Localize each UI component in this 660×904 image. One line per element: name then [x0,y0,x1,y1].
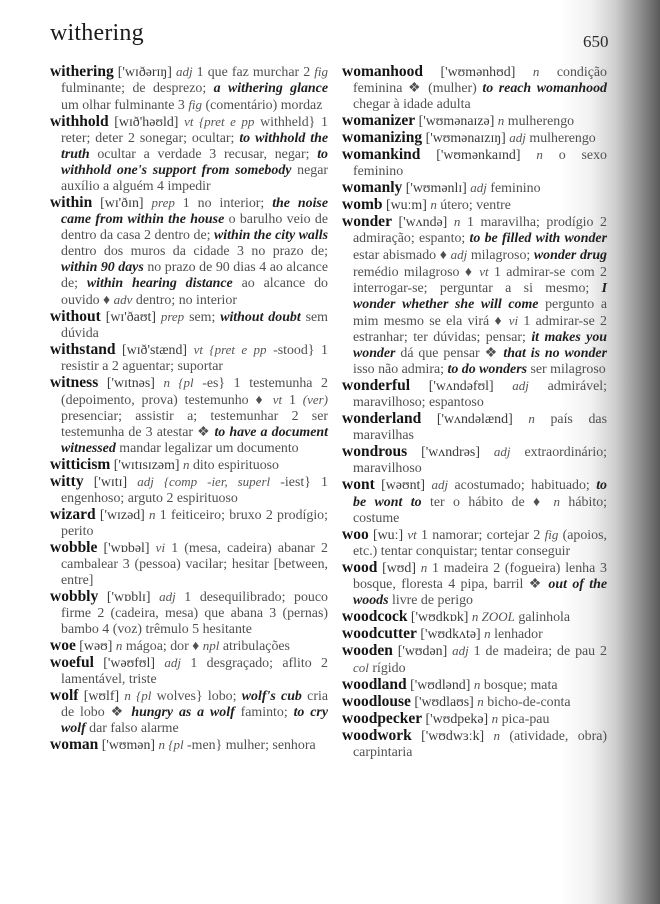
headword: within [50,194,93,211]
headword: wonderful [342,377,411,394]
translation: um olhar fulminante 3 [61,98,189,113]
translation: negar auxílio a alguém 4 impedir [61,163,328,194]
grammar-label: vi [508,313,519,328]
example-phrase: I wonder whether she will come [353,281,607,312]
translation: útero; ventre [436,198,511,213]
headword: wondrous [342,443,408,460]
headword: witness [50,374,99,391]
dictionary-entry [50,309,328,342]
headword: woeful [50,654,94,671]
pronunciation: ['wʌndrəs] [407,445,494,460]
grammar-label: n ZOOL [471,609,515,624]
translation: -stood} 1 resistir a 2 aguentar; suportar [61,343,329,374]
dictionary-entry [342,711,607,728]
translation: dentro dos muros da cidade 3 no prazo de; [61,244,328,259]
headword: womanly [342,179,403,196]
headword: wood [342,559,378,576]
translation: no prazo de 90 dias 4 ao alcance de; [61,260,328,291]
translation: fulminante; de desprezo; [61,81,214,96]
grammar-label: adj [470,180,487,195]
translation: dentro; no interior [132,293,237,308]
grammar-label: npl [202,638,220,653]
grammar-label: adj [159,589,176,604]
grammar-label: n [497,113,505,128]
translation: dar falso alarme [85,721,179,736]
translation: dito espirituoso [189,458,280,473]
headword: wobble [50,539,98,556]
dictionary-entry [342,643,607,677]
pronunciation: [wəʊnt] [374,478,432,493]
translation: admirável; maravilhoso; espantoso [353,379,607,410]
grammar-label: n [493,728,500,743]
translation: sem; [184,310,221,325]
grammar-label: vt {pret e pp [193,342,267,357]
pronunciation: ['wʊmənlɪ] [402,181,471,196]
dictionary-entry [342,113,607,130]
grammar-label: adj [493,444,511,459]
translation: pica-pau [498,712,550,727]
grammar-label: n [532,64,540,79]
page-number: 650 [583,32,609,51]
dictionary-entry [50,474,328,507]
translation: lenhador [490,627,543,642]
headword: wolf [50,687,79,704]
pronunciation: ['wɪðərɪŋ] [113,65,176,80]
grammar-label: n [553,494,560,509]
headword: woe [50,637,76,654]
grammar-label: n [149,507,156,522]
grammar-label: adj [164,655,181,670]
translation: 1 feiticeiro; bruxo 2 prodígio; perito [61,508,328,539]
grammar-label: n {pl [158,737,184,752]
pronunciation: [wuː] [368,528,408,543]
translation: sem dúvida [61,310,328,341]
example-phrase: within the city walls [214,228,328,243]
translation: rígido [368,661,406,676]
translation: ocultar a verdade 3 recusar, negar; [89,147,318,162]
dictionary-entry [50,638,328,655]
translation: -es} 1 testemunha 2 (depoimento, prova) testemunho ♦ [61,376,329,408]
pronunciation: ['wʌndə] [391,215,454,230]
dictionary-entry [342,64,607,113]
dictionary-entry [50,540,328,589]
dictionary-entry [50,589,328,638]
headword: wobbly [50,588,99,605]
translation: (apoios, etc.) tentar conquistar; tentar conseguir [353,528,607,559]
headword: womb [342,196,383,213]
pronunciation: ['wʊmənhʊd] [422,65,533,80]
pronunciation: [wɪð'stænd] [115,343,194,358]
dictionary-entry [342,728,607,761]
pronunciation: ['wʊdkɒk] [407,610,472,625]
dictionary-entry [50,375,328,457]
grammar-label: vt [479,264,489,279]
pronunciation: ['wʊdlənd] [406,678,474,693]
example-phrase: to be filled with wonder [469,231,607,246]
translation: 1 [282,393,303,408]
grammar-label: n {pl [124,688,152,703]
pronunciation: ['wʊdwɜːk] [411,729,494,744]
example-phrase: that is no wonder [503,346,607,361]
dictionary-entry [342,180,607,197]
translation: pergunto a mim mesmo se ela virá ♦ [353,297,607,329]
pronunciation: [wɪð'həʊld] [108,115,185,130]
pronunciation: [wuːm] [382,198,431,213]
grammar-label: n {pl [163,375,194,390]
example-phrase: within 90 days [61,260,144,275]
translation: 1 madeira 2 (fogueira) lenha 3 bosque, floresta 4 pipa, barril ❖ [353,561,607,592]
translation: ser milagroso [527,362,606,377]
grammar-label: fig [188,97,203,112]
example-phrase: to be wont to [353,478,607,510]
pronunciation: ['wɪtɪsɪzəm] [110,458,183,473]
example-phrase: a withering glance [213,81,328,96]
pronunciation: ['wʊdlaʊs] [410,695,478,710]
dictionary-entry [50,737,328,754]
grammar-label: vt [407,527,417,542]
translation: 1 que faz murchar 2 [192,65,315,80]
translation: estar abismado ♦ [353,248,451,263]
pronunciation: [wʊlf] [78,689,125,704]
dictionary-entry [342,444,607,477]
dictionary-entry [342,130,607,147]
guide-word: withering [50,20,144,46]
grammar-label: adj {comp -ier, superl [137,474,271,489]
headword: womanizer [342,112,416,129]
pronunciation: ['wʌndəfʊl] [410,379,513,394]
headword: withhold [50,113,109,130]
translation: dá que pensar ❖ [395,346,504,361]
translation: feminino [486,181,541,196]
translation: 1 namorar; cortejar 2 [416,528,545,543]
headword: wonderland [342,410,422,427]
headword: womanizing [342,129,423,146]
translation: (comentário) mordaz [202,98,323,113]
pronunciation: ['wɪtnəs] [98,376,164,391]
grammar-label: prep [151,195,175,210]
headword: wonder [342,213,392,230]
translation: condição feminina ❖ (mulher) [353,65,607,96]
headword: woo [342,526,369,543]
translation: 1 (mesa, cadeira) abanar 2 cambalear 3 (pessoa) vacilar; hesitar [between, entre] [61,541,328,588]
example-phrase: within hearing distance [86,276,233,291]
dictionary-entry [342,214,607,378]
headword: without [50,308,101,325]
grammar-label: n [430,197,437,212]
dictionary-entry [342,411,607,444]
dictionary-entry [50,457,328,474]
translation: withheld} 1 reter; deter 2 sonegar; ocultar; [61,115,328,146]
grammar-label: n [491,711,499,726]
example-phrase: out of the woods [353,577,607,608]
pronunciation: [wɪ'ðaʊt] [100,310,161,325]
grammar-label: vt {pret e pp [184,114,255,129]
right-column [342,64,607,761]
translation: mulherengo [525,131,596,146]
headword: woodwork [342,727,412,744]
dictionary-entry [342,609,607,626]
translation: 1 admirar-se com 2 interrogar-se; perguntar a si mesmo; [353,265,607,296]
translation: -iest} 1 engenhoso; arguto 2 espirituoso [61,475,328,506]
dictionary-entry [50,655,328,688]
example-phrase: to do wonders [447,362,528,377]
grammar-label: prep [160,309,185,324]
pronunciation: [wəʊ] [75,639,116,654]
headword: womankind [342,146,421,163]
headword: wooden [342,642,393,659]
translation: país das maravilhas [353,412,607,443]
pronunciation: ['wʊmənkaɪnd] [420,148,537,163]
grammar-label: n [182,457,190,472]
dictionary-entry [50,342,328,375]
headword: woodlouse [342,693,411,710]
headword: withering [50,63,114,80]
translation: atribulações [219,639,290,654]
pronunciation: ['wʊmənaɪzɪŋ] [422,131,510,146]
dictionary-entry [342,378,607,411]
pronunciation: ['wʊmənaɪzə] [415,114,498,129]
translation: mulherengo [504,114,575,129]
example-phrase: to withhold the truth [61,131,328,162]
translation: hábito; costume [353,495,607,526]
dictionary-entry [50,195,328,309]
pronunciation: ['wɒblɪ] [98,590,160,605]
grammar-label: adj [431,477,449,492]
example-phrase: it makes you wonder [353,330,607,361]
translation: bosque; mata [480,678,558,693]
dictionary-entry [50,64,328,114]
grammar-label: n [453,214,461,229]
pronunciation: [wʊd] [377,561,421,576]
grammar-label: n [115,638,123,653]
translation: (atividade, obra) carpintaria [353,729,607,760]
pronunciation: ['wʊdən] [392,644,453,659]
grammar-label: fig [314,64,328,79]
headword: woman [50,736,99,753]
translation: 1 maravilha; prodígio 2 admiração; espanto; [353,215,607,246]
translation: cria de lobo ❖ [61,689,328,720]
grammar-label: adj [450,247,468,262]
translation: 1 desequilibrado; pouco firme 2 (cadeira, mesa) que abana 3 (pernas) bambo 4 (voz) trêmulo 5 hesitante [61,590,328,637]
translation: wolves} lobo; [151,689,242,704]
grammar-label: n [528,411,535,426]
translation: -men} mulher; senhora [183,738,316,753]
example-phrase: to reach womanhood [482,81,607,96]
translation: o sexo feminino [353,148,607,179]
translation: 1 desgraçado; aflito 2 lamentável, triste [61,656,328,687]
translation: extraordinário; maravilhoso [353,445,607,476]
grammar-label: col [353,660,369,675]
headword: woodcutter [342,625,417,642]
pronunciation: ['wɪzəd] [95,508,150,523]
pronunciation: ['wʊmən] [98,738,159,753]
example-phrase: the noise came from within the house [61,196,328,227]
example-phrase: wolf's cub [241,689,302,704]
example-phrase: wonder drug [533,248,607,263]
dictionary-entry [342,626,607,643]
grammar-label: n [473,677,481,692]
translation: faminto; [234,705,294,720]
pronunciation: ['wʊdkʌtə] [416,627,485,642]
dictionary-entry [342,147,607,180]
pronunciation: [wɪ'ðɪn] [92,196,152,211]
translation: galinhola [514,610,571,625]
grammar-label: adj [452,643,469,658]
dictionary-entry [342,197,607,214]
headword: woodcock [342,608,408,625]
translation: 1 de madeira; de pau 2 [468,644,607,659]
translation: isso não admira; [353,362,448,377]
translation: remédio milagroso ♦ [353,265,480,280]
grammar-label: vt [272,392,283,407]
example-phrase: to have a document witnessed [61,425,328,456]
headword: witticism [50,456,111,473]
translation: 1 no interior; [174,196,273,211]
grammar-label: n [484,626,491,641]
example-phrase: without doubt [220,310,301,325]
pronunciation: ['wɪtɪ] [83,475,138,490]
translation: mágoa; dor ♦ [122,639,203,654]
pronunciation: ['wʌndəlænd] [421,412,529,427]
headword: wizard [50,506,96,523]
grammar-label: n [420,560,428,575]
headword: woodland [342,676,407,693]
dictionary-entry [342,677,607,694]
translation: acostumado; habituado; [448,478,597,493]
dictionary-entry [342,560,607,609]
pronunciation: ['wʊdpekə] [422,712,492,727]
grammar-label: n [477,694,484,709]
headword: withstand [50,341,116,358]
translation: 1 admirar-se 2 estranhar; ter dúvidas; pensar; [353,314,608,345]
grammar-label: adj [512,378,529,393]
dictionary-entry [342,694,607,711]
grammar-label: adv [113,292,133,307]
grammar-label: fig [544,527,559,542]
pronunciation: ['wəʊfʊl] [93,656,165,671]
dictionary-entry [342,527,607,560]
translation: bicho-de-conta [483,695,571,710]
translation: presenciar; assistir a; testemunhar 2 ser testemunha de 3 atestar ❖ [61,409,328,440]
example-phrase: to cry wolf [61,705,328,736]
headword: woodpecker [342,710,423,727]
translation: mandar legalizar um documento [115,441,299,456]
left-column [50,64,328,754]
dictionary-entry [50,114,328,195]
grammar-label: n [536,147,543,162]
translation: livre de perigo [388,593,473,608]
translation: o barulho veio de dentro da casa 2 dentro de; [61,212,328,243]
grammar-label: (ver) [302,392,329,407]
translation: chegar à idade adulta [353,97,471,112]
pronunciation: ['wɒbəl] [97,541,156,556]
translation: milagroso; [467,248,534,263]
dictionary-entry [50,688,328,737]
headword: witty [50,473,84,490]
grammar-label: vi [155,540,166,555]
example-phrase: hungry as a wolf [131,705,235,720]
grammar-label: adj [175,64,193,79]
example-phrase: to withhold one's support from somebody [61,147,328,178]
grammar-label: adj [509,130,526,145]
headword: wont [342,476,375,493]
headword: womanhood [342,63,423,80]
translation: ao alcance do ouvido ♦ [61,276,328,308]
translation: ter o hábito de ♦ [421,495,554,510]
dictionary-entry [342,477,607,527]
dictionary-entry [50,507,328,540]
